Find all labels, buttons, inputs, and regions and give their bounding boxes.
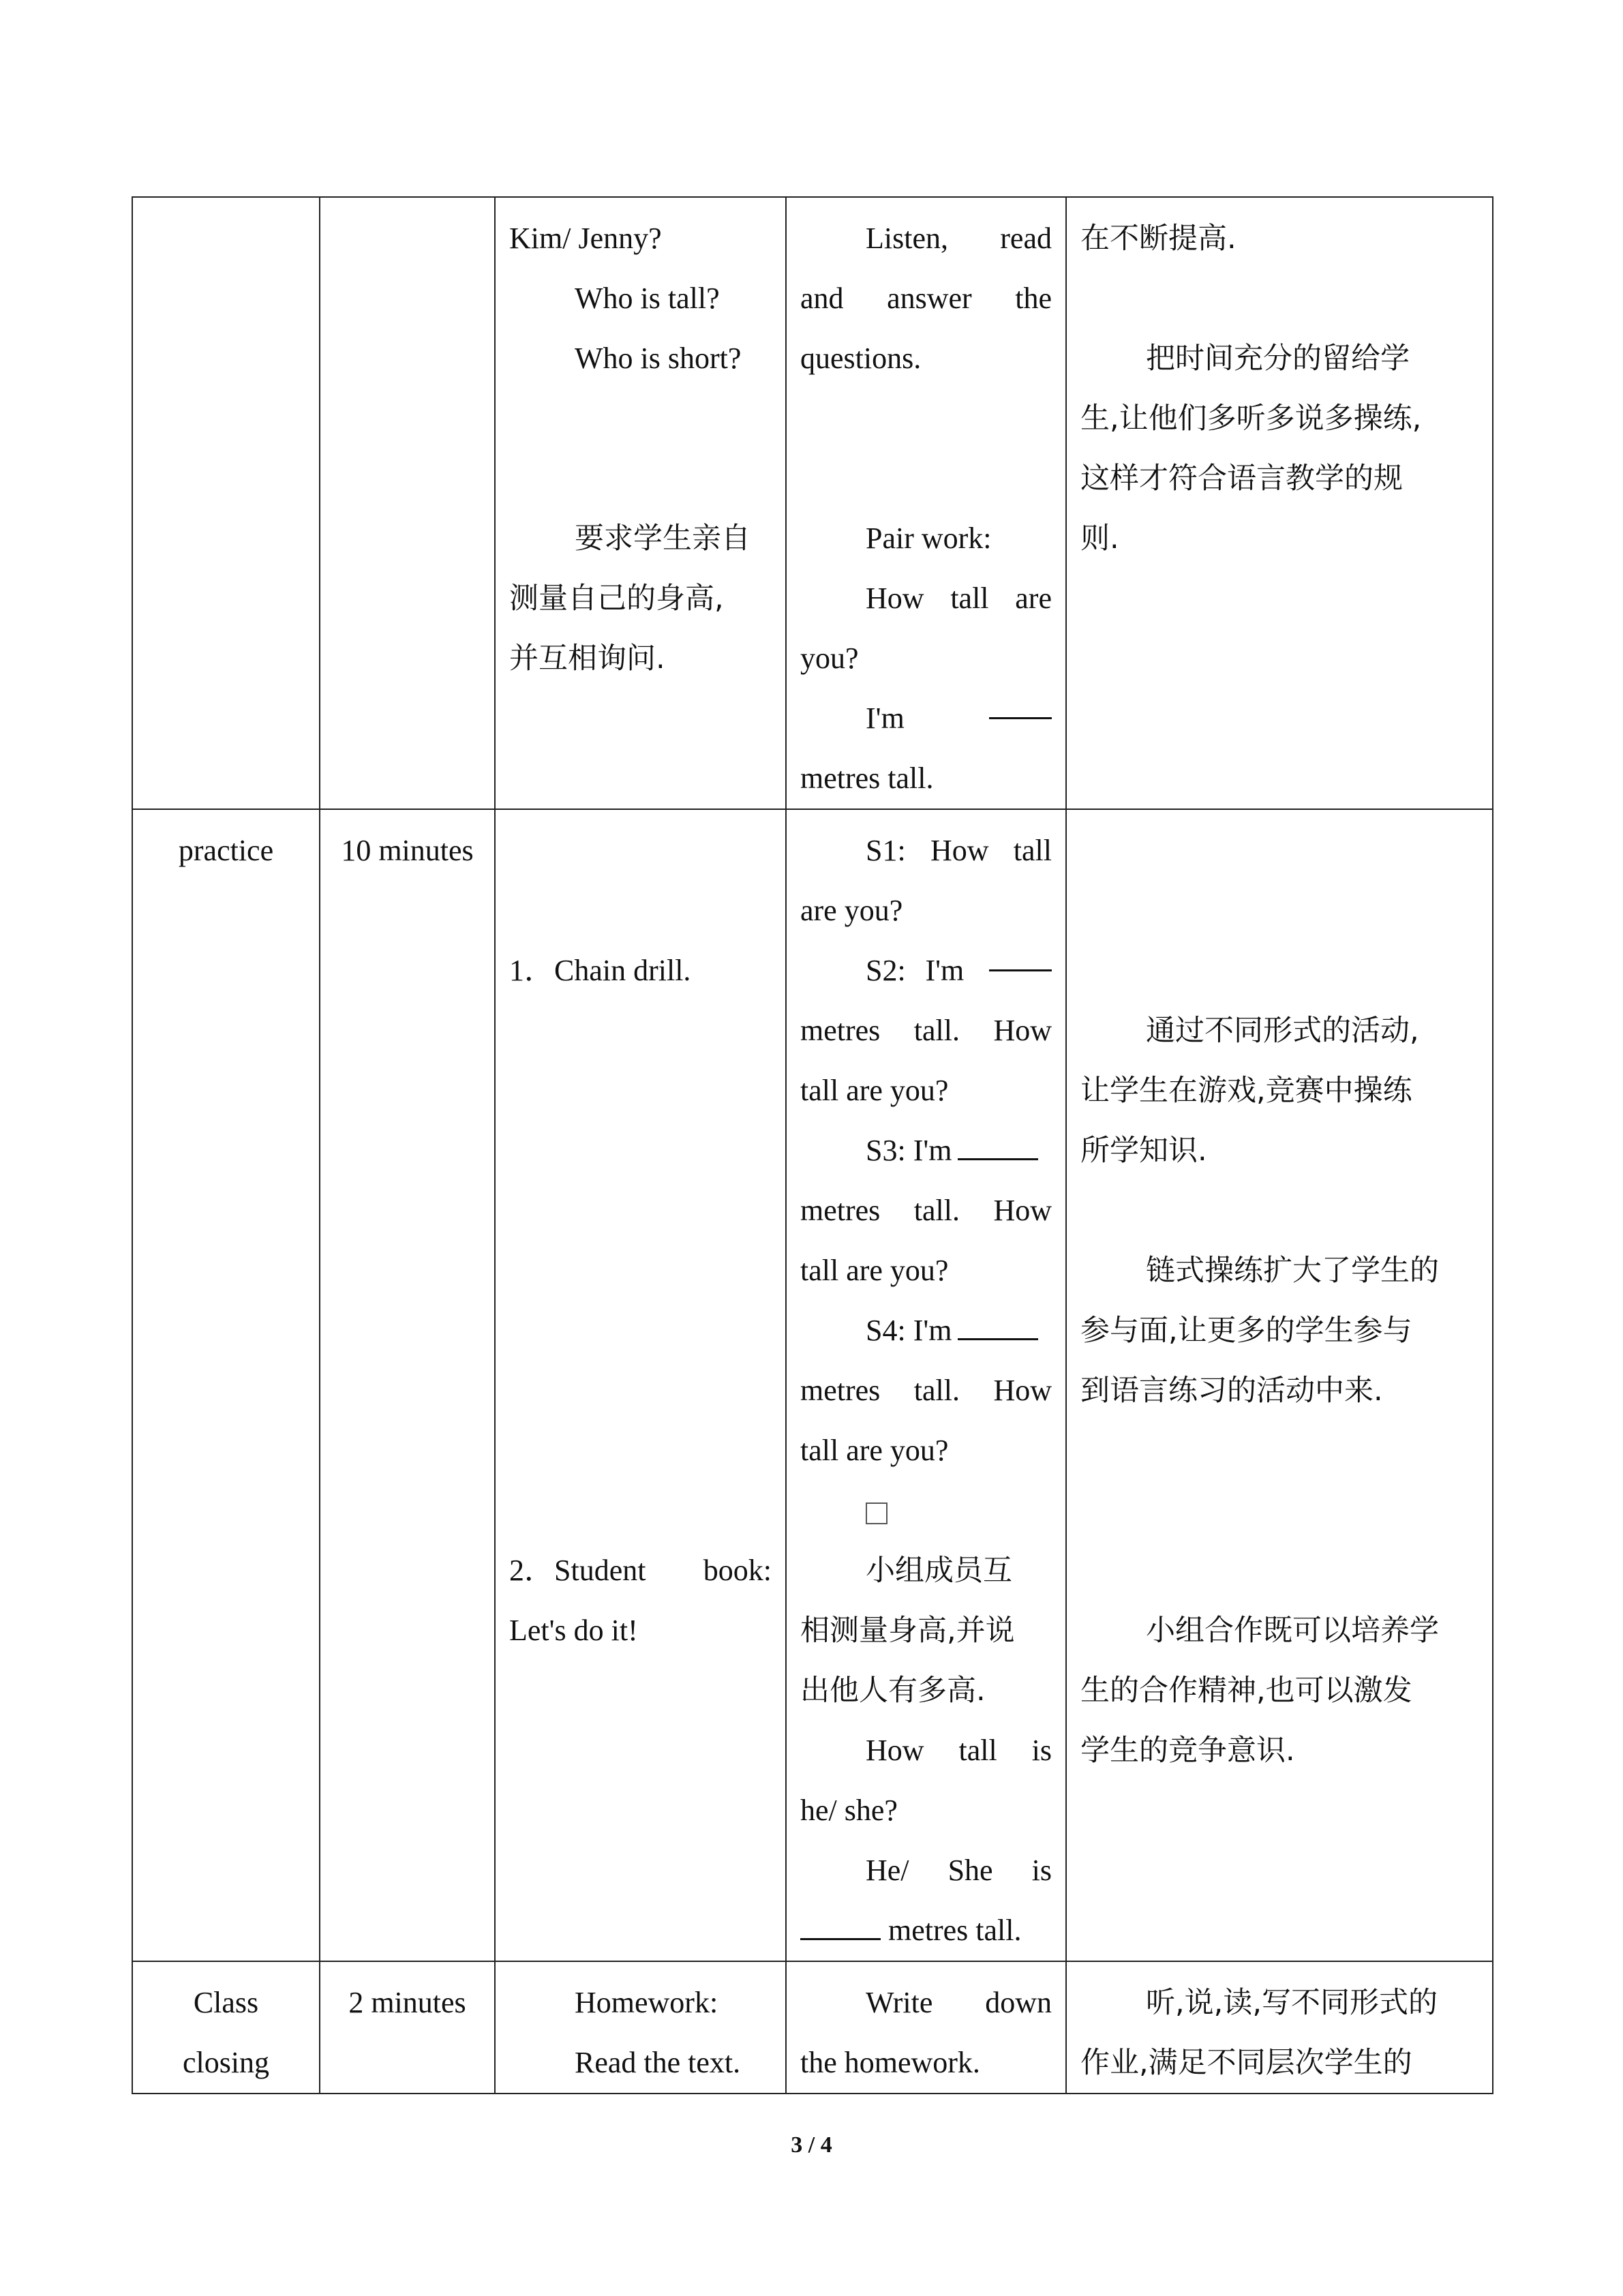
page-number: 3 / 4	[791, 2132, 832, 2158]
time-cell: 10 minutes	[320, 809, 495, 1961]
purpose-cell: 在不断提高. 把时间充分的留给学 生,让他们多听多说多操练, 这样才符合语言教学的规 则.	[1066, 197, 1493, 809]
table-row	[132, 809, 1493, 1961]
fill-blank	[989, 689, 1052, 719]
content-cell: Kim/ Jenny? Who is tall? Who is short? 要求学生亲自 测量自己的身高, 并互相询问.	[495, 197, 786, 809]
activity-cell: Listen, read and answer the questions. Pair work: How tall are you? I'm metres tall.	[786, 197, 1066, 809]
fill-blank	[958, 1130, 1038, 1160]
purpose-cell: 通过不同形式的活动, 让学生在游戏,竞赛中操练 所学知识. 链式操练扩大了学生的 参与面,让更多的学生参与 到语言练习的活动中来. 小组合作既可以培养学 生的合作精神,也可以激发 学生的竞争意识.	[1066, 809, 1493, 1961]
activity-cell: S1: How tall are you? S2: I'm metres tall. How tall are you? S3: I'm metres tall. How tall are you? S4: I'm metres tall. How tall are you? 小组成员互 相测量身高,并说 出他人有多高. How tall is he/ she? He/ She is metres tall.	[786, 809, 1066, 1961]
content-cell: 1．Chain drill. 2．Student book: Let's do it!	[495, 809, 786, 1961]
time-cell	[320, 197, 495, 809]
stage-cell: Class closing	[132, 1961, 320, 2094]
checkbox-placeholder-icon	[866, 1502, 888, 1524]
lesson-plan-table	[132, 196, 1493, 2094]
table-row	[132, 1961, 1493, 2094]
content-cell: Homework: Read the text.	[495, 1961, 786, 2094]
activity-cell: Write down the homework.	[786, 1961, 1066, 2094]
table-row	[132, 197, 1493, 809]
stage-cell	[132, 197, 320, 809]
stage-cell: practice	[132, 809, 320, 1961]
time-cell: 2 minutes	[320, 1961, 495, 2094]
fill-blank	[989, 941, 1052, 971]
fill-blank	[800, 1909, 881, 1940]
purpose-cell: 听,说,读,写不同形式的 作业,满足不同层次学生的	[1066, 1961, 1493, 2094]
fill-blank	[958, 1310, 1038, 1340]
